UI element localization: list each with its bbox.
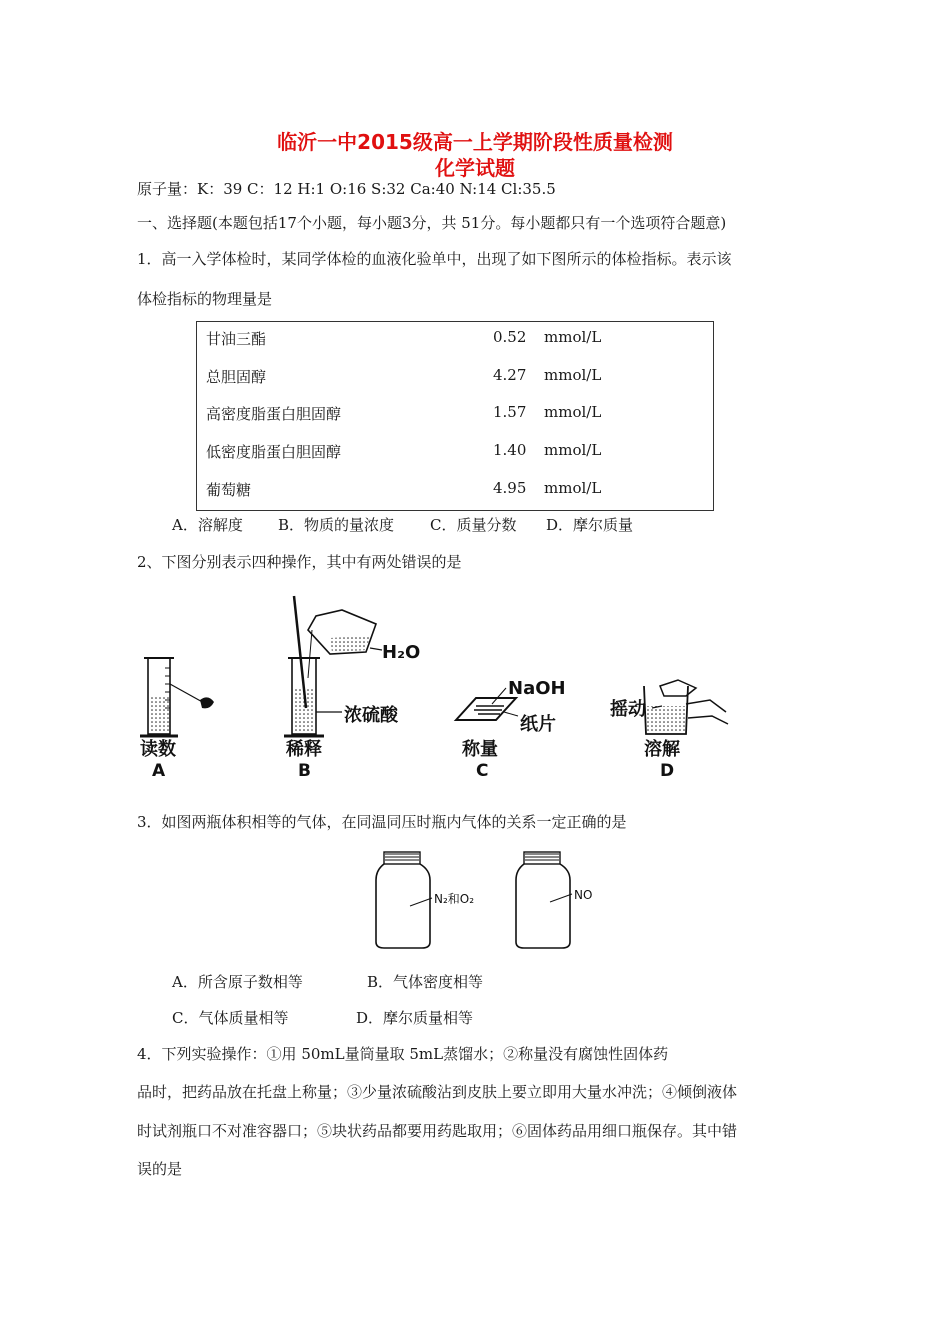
atomic-masses: 原子量：K：39 C：12 H:1 O:16 S:32 Ca:40 N:14 Cl:35.5: [137, 180, 556, 198]
label-reading: 读数: [140, 739, 176, 760]
q1-stem-line2: 体检指标的物理量是: [137, 290, 273, 308]
q2-figure: [130, 588, 740, 784]
lab-result-table: [196, 321, 714, 511]
label-dissolve: 溶解: [644, 739, 680, 760]
q4-stem-line4: 误的是: [137, 1160, 183, 1178]
q4-stem-line2: 品时，把药品放在托盘上称量；③少量浓硫酸沾到皮肤上要立即用大量水冲洗；④倾倒液体: [137, 1083, 738, 1101]
beaker-pouring-icon: [308, 610, 376, 678]
q3-option-b: B．气体密度相等: [367, 973, 484, 991]
q2-stem: 2、下图分别表示四种操作，其中有两处错误的是: [137, 553, 462, 571]
table-cell-unit: mmol/L: [544, 479, 602, 497]
table-cell-value: 1.40: [493, 441, 527, 459]
q1-stem-line1: 1．高一入学体检时，某同学体检的血液化验单中，出现了如下图所示的体检指标。表示该: [137, 250, 732, 268]
q1-option-a: A．溶解度: [172, 516, 243, 534]
q4-stem-line1: 4．下列实验操作：①用 50mL量筒量取 5mL蒸馏水；②称量没有腐蚀性固体药: [137, 1045, 669, 1063]
eye-icon: [170, 684, 214, 708]
label-paper: 纸片: [520, 714, 556, 735]
label-dilute: 稀释: [286, 739, 322, 760]
label-h2o: H₂O: [382, 642, 421, 663]
table-cell-value: 1.57: [493, 403, 527, 421]
bottle2-label: NO: [574, 888, 593, 902]
table-cell-name: 总胆固醇: [206, 368, 267, 386]
bottle1-label: N₂和O₂: [434, 892, 475, 906]
table-cell-value: 0.52: [493, 328, 527, 346]
label-weigh: 称量: [462, 739, 498, 760]
label-naoh: NaOH: [508, 678, 566, 699]
page-subtitle: 化学试题: [435, 156, 515, 180]
graduated-cylinder-icon: [140, 658, 178, 736]
table-cell-unit: mmol/L: [544, 441, 602, 459]
section-heading: 一、选择题(本题包括17个小题，每小题3分，共 51分。每小题都只有一个选项符合题意): [137, 214, 727, 232]
table-cell-unit: mmol/L: [544, 403, 602, 421]
table-cell-value: 4.95: [493, 479, 527, 497]
page-title: 临沂一中2015级高一上学期阶段性质量检测: [277, 130, 673, 154]
paper-sheet-icon: [456, 698, 516, 720]
table-cell-name: 低密度脂蛋白胆固醇: [206, 443, 342, 461]
q1-option-b: B．物质的量浓度: [278, 516, 395, 534]
label-b: B: [298, 761, 311, 781]
q1-option-c: C．质量分数: [430, 516, 517, 534]
label-shake: 摇动: [610, 699, 646, 720]
q3-option-d: D．摩尔质量相等: [356, 1009, 474, 1027]
q3-figure: [370, 850, 610, 950]
beaker-icon: [644, 686, 688, 734]
gas-bottle-icon: [376, 852, 474, 948]
table-cell-value: 4.27: [493, 366, 527, 384]
label-conc-acid: 浓硫酸: [344, 705, 398, 726]
q3-option-c: C．气体质量相等: [172, 1009, 289, 1027]
label-a: A: [152, 761, 166, 781]
q3-option-a: A．所含原子数相等: [172, 973, 303, 991]
gas-bottle-icon: [516, 852, 592, 948]
table-cell-unit: mmol/L: [544, 328, 602, 346]
table-cell-unit: mmol/L: [544, 366, 602, 384]
label-c: C: [476, 761, 489, 781]
label-d: D: [660, 761, 675, 781]
q1-option-d: D．摩尔质量: [546, 516, 634, 534]
q3-stem: 3．如图两瓶体积相等的气体，在同温同压时瓶内气体的关系一定正确的是: [137, 813, 627, 831]
table-cell-name: 葡萄糖: [206, 481, 252, 499]
table-cell-name: 高密度脂蛋白胆固醇: [206, 405, 342, 423]
table-cell-name: 甘油三酯: [206, 330, 267, 348]
q4-stem-line3: 时试剂瓶口不对准容器口；⑤块状药品都要用药匙取用；⑥固体药品用细口瓶保存。其中错: [137, 1122, 738, 1140]
